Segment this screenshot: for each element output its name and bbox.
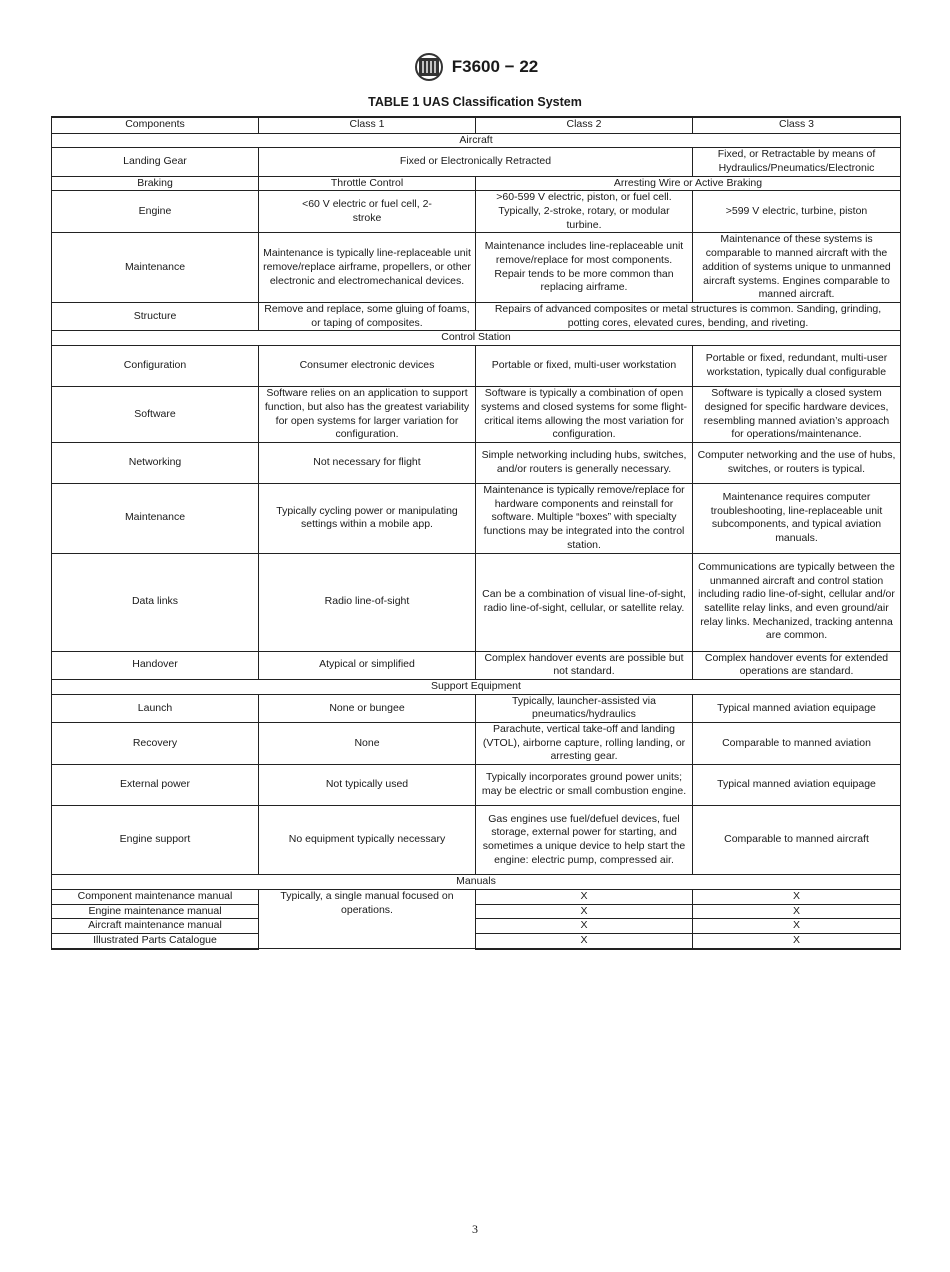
document-number: F3600 − 22 — [451, 57, 539, 76]
table-cell: >599 V electric, turbine, piston — [693, 191, 901, 233]
column-header: Class 2 — [476, 117, 693, 133]
table-cell: Maintenance of these systems is comparable to manned aircraft with the addition of systems unique to unmanned aircraft systems. Engines comparable to manned aircraft. — [693, 233, 901, 303]
header-row — [52, 117, 901, 133]
column-header: Components — [52, 117, 259, 133]
table-cell: None — [259, 723, 476, 765]
table-cell: X — [693, 934, 901, 949]
component-label: Networking — [52, 443, 259, 484]
table-cell: Maintenance requires computer troubleshooting, line-replaceable unit subcomponents, and typical aviation manuals. — [693, 484, 901, 554]
table-row — [52, 806, 901, 875]
table-cell: Can be a combination of visual line-of-sight, radio line-of-sight, cellular, or satellite relay. — [476, 553, 693, 651]
table-cell: Comparable to manned aircraft — [693, 806, 901, 875]
table-row — [52, 904, 901, 919]
table-row — [52, 484, 901, 554]
table-cell: X — [693, 889, 901, 904]
section-row — [52, 331, 901, 346]
table-cell: Computer networking and the use of hubs, switches, or routers is typical. — [693, 443, 901, 484]
table-cell: Maintenance includes line-replaceable unit remove/replace for most components. Repair tends to be more common than replacing airframe. — [476, 233, 693, 303]
table-cell: X — [476, 904, 693, 919]
component-label: Engine maintenance manual — [52, 904, 259, 919]
table-cell: X — [693, 919, 901, 934]
table-cell: Comparable to manned aviation — [693, 723, 901, 765]
table-row — [52, 191, 901, 233]
table-cell: Typical manned aviation equipage — [693, 694, 901, 722]
section-heading: Aircraft — [52, 133, 901, 148]
component-label: Engine — [52, 191, 259, 233]
table-cell: Arresting Wire or Active Braking — [476, 176, 901, 191]
table-row — [52, 934, 901, 949]
section-row — [52, 875, 901, 890]
table-cell: X — [476, 934, 693, 949]
table-row — [52, 233, 901, 303]
table-cell: Software relies on an application to support function, but also has the greatest variability for open systems for larger variation for configuration. — [259, 387, 476, 443]
table-cell: Fixed or Electronically Retracted — [259, 148, 693, 176]
component-label: Maintenance — [52, 233, 259, 303]
table-cell: Maintenance is typically remove/replace for hardware components and reinstall for software. Multiple “boxes” with specialty functions may be integrated into the control station. — [476, 484, 693, 554]
component-label: Aircraft maintenance manual — [52, 919, 259, 934]
table-cell: Gas engines use fuel/defuel devices, fuel storage, external power for starting, and sometimes a unique device to help start the engine: electric pump, compressed air. — [476, 806, 693, 875]
component-label: Component maintenance manual — [52, 889, 259, 904]
section-heading: Manuals — [52, 875, 901, 890]
component-label: External power — [52, 765, 259, 806]
cell-line: <60 V electric or fuel cell, 2-stroke — [302, 198, 432, 224]
uas-classification-table — [51, 116, 901, 950]
component-label: Landing Gear — [52, 148, 259, 176]
table-cell: Complex handover events are possible but not standard. — [476, 651, 693, 679]
table-cell: Software is typically a combination of open systems and closed systems for some flight-critical items allowing the most variation for configuration. — [476, 387, 693, 443]
table-cell: Parachute, vertical take-off and landing (VTOL), airborne capture, rolling landing, or arresting gear. — [476, 723, 693, 765]
table-cell: Not typically used — [259, 765, 476, 806]
table-cell — [259, 191, 476, 233]
table-row — [52, 443, 901, 484]
astm-logo-icon — [412, 52, 446, 82]
table-cell: >60-599 V electric, piston, or fuel cell. Typically, 2-stroke, rotary, or modular turbine. — [476, 191, 693, 233]
table-cell: Typically incorporates ground power units; may be electric or small combustion engine. — [476, 765, 693, 806]
table-cell: Complex handover events for extended operations are standard. — [693, 651, 901, 679]
section-row — [52, 679, 901, 694]
component-label: Structure — [52, 302, 259, 330]
table-cell: Simple networking including hubs, switches, and/or routers is generally necessary. — [476, 443, 693, 484]
table-row — [52, 387, 901, 443]
table-cell: Communications are typically between the unmanned aircraft and control station including radio line-of-sight, cellular and/or satellite relay links, and even ground/air relay links. Mechanized, tracking antenna are common. — [693, 553, 901, 651]
column-header: Class 3 — [693, 117, 901, 133]
table-cell: Typically cycling power or manipulating settings within a mobile app. — [259, 484, 476, 554]
table-row — [52, 919, 901, 934]
component-label: Engine support — [52, 806, 259, 875]
table-row — [52, 553, 901, 651]
table-cell: No equipment typically necessary — [259, 806, 476, 875]
component-label: Configuration — [52, 346, 259, 387]
table-row — [52, 723, 901, 765]
table-row — [52, 651, 901, 679]
table-row — [52, 694, 901, 722]
table-cell: Fixed, or Retractable by means of Hydraulics/Pneumatics/Electronic — [693, 148, 901, 176]
component-label: Handover — [52, 651, 259, 679]
table-cell: None or bungee — [259, 694, 476, 722]
table-cell: Portable or fixed, redundant, multi-user workstation, typically dual configurable — [693, 346, 901, 387]
column-header: Class 1 — [259, 117, 476, 133]
table-cell: Radio line-of-sight — [259, 553, 476, 651]
component-label: Braking — [52, 176, 259, 191]
table-cell: Typical manned aviation equipage — [693, 765, 901, 806]
table-row — [52, 302, 901, 330]
table-cell: Not necessary for flight — [259, 443, 476, 484]
component-label: Recovery — [52, 723, 259, 765]
section-row — [52, 133, 901, 148]
table-cell: Typically, a single manual focused on operations. — [259, 889, 476, 948]
section-heading: Control Station — [52, 331, 901, 346]
component-label: Software — [52, 387, 259, 443]
table-cell: Maintenance is typically line-replaceable unit remove/replace airframe, propellers, or other electronic and electromechanical devices. — [259, 233, 476, 303]
section-heading: Support Equipment — [52, 679, 901, 694]
component-label: Data links — [52, 553, 259, 651]
component-label: Launch — [52, 694, 259, 722]
table-cell: Throttle Control — [259, 176, 476, 191]
table-title: TABLE 1 UAS Classification System — [368, 95, 582, 109]
component-label: Illustrated Parts Catalogue — [52, 934, 259, 949]
table-cell: Typically, launcher-assisted via pneumatics/hydraulics — [476, 694, 693, 722]
table-cell: Remove and replace, some gluing of foams, or taping of composites. — [259, 302, 476, 330]
table-row — [52, 765, 901, 806]
table-cell: Repairs of advanced composites or metal structures is common. Sanding, grinding, potting cores, elevated cures, bending, and riveting. — [476, 302, 901, 330]
table-cell: Portable or fixed, multi-user workstation — [476, 346, 693, 387]
table-row — [52, 889, 901, 904]
table-row — [52, 148, 901, 176]
component-label: Maintenance — [52, 484, 259, 554]
table-cell: Atypical or simplified — [259, 651, 476, 679]
document-header — [0, 52, 950, 82]
page-number: 3 — [472, 1222, 478, 1236]
table-cell: Software is typically a closed system designed for specific hardware devices, resembling manned aviation’s approach for operations/maintenance. — [693, 387, 901, 443]
table-row — [52, 346, 901, 387]
table-cell: X — [693, 904, 901, 919]
table-row — [52, 176, 901, 191]
table-cell: X — [476, 919, 693, 934]
table-cell: X — [476, 889, 693, 904]
table-cell: Consumer electronic devices — [259, 346, 476, 387]
